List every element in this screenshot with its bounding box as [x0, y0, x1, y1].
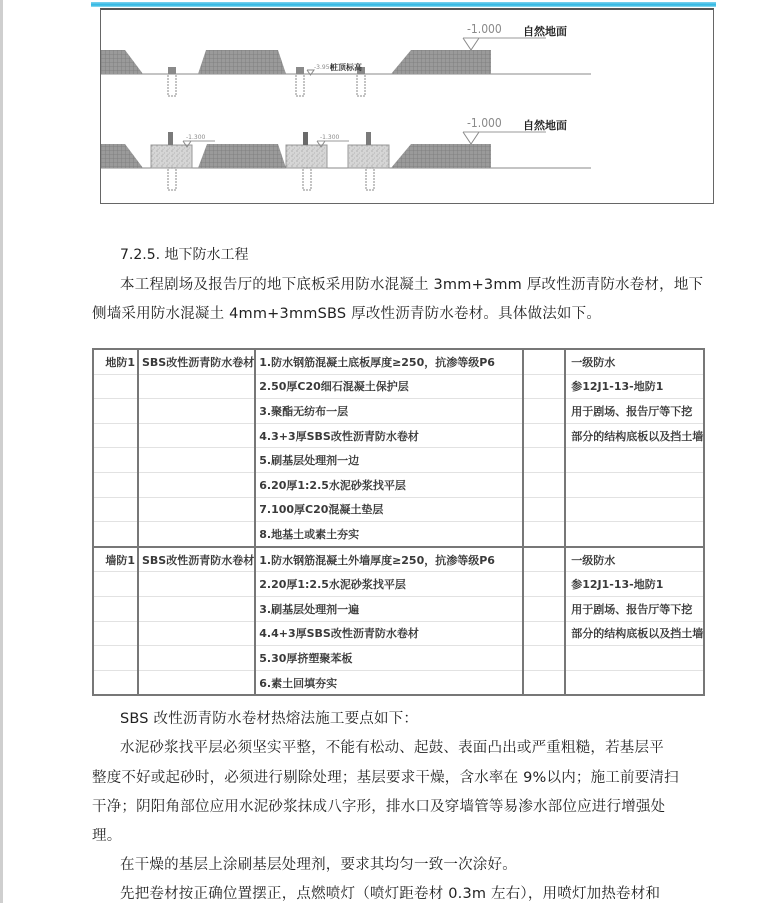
body-paragraph-1: SBS 改性沥青防水卷材热熔法施工要点如下： [120, 711, 419, 727]
bottom-section [101, 132, 591, 190]
layer-cell: 5.刷基层处理剂一边 [255, 448, 523, 473]
notes-cell [565, 497, 704, 522]
system-code-cell [93, 596, 138, 621]
notes-cell [565, 522, 704, 547]
body-paragraph-2-line-4: 理。 [92, 828, 122, 844]
empty-cell [523, 522, 565, 547]
table-row [93, 572, 704, 597]
ground-elevation-bottom: -1.000 [467, 116, 502, 130]
material-cell [138, 522, 255, 547]
soil-slope-right [391, 144, 491, 168]
ground-label-bottom: 自然地面 [523, 119, 567, 132]
material-cell [138, 572, 255, 597]
material-cell [138, 596, 255, 621]
body-paragraph-2-line-3: 干净；阴阳角部位应用水泥砂浆抹成八字形，排水口及穿墙管等易渗水部位应进行增强处 [92, 799, 666, 815]
system-code-cell [93, 399, 138, 424]
soil-berm-center [198, 144, 286, 168]
layer-cell: 3.刷基层处理剂一遍 [255, 596, 523, 621]
empty-cell [523, 497, 565, 522]
system-code-cell [93, 472, 138, 497]
notes-cell: 用于剧场、报告厅等下挖 [565, 399, 704, 424]
pile-cap-1 [151, 145, 192, 168]
pile-cap-elevation-2: -1.300 [320, 134, 340, 141]
system-code-cell [93, 374, 138, 399]
system-code-cell: 地防1 [93, 349, 138, 374]
table-row [93, 349, 704, 374]
intro-paragraph-line-1: 本工程剧场及报告厅的地下底板采用防水混凝土 3mm+3mm 厚改性沥青防水卷材，地下 [120, 277, 704, 293]
empty-cell [523, 423, 565, 448]
empty-cell [523, 670, 565, 695]
page-header-bar [91, 2, 716, 7]
material-cell [138, 448, 255, 473]
pile-cap-elevation-1: -1.300 [186, 134, 206, 141]
notes-cell: 用于剧场、报告厅等下挖 [565, 596, 704, 621]
ground-elevation-marker [463, 38, 479, 50]
pile-1 [168, 67, 176, 96]
system-code-cell [93, 448, 138, 473]
ground-elevation-marker [463, 132, 479, 144]
empty-cell [523, 349, 565, 374]
material-cell [138, 646, 255, 671]
soil-slope-right [391, 50, 491, 74]
empty-cell [523, 621, 565, 646]
system-code-cell: 墙防1 [93, 547, 138, 572]
ground-label-top: 自然地面 [523, 25, 567, 38]
pile-head-3 [366, 132, 371, 145]
notes-cell: 部分的结构底板以及挡土墙 [565, 621, 704, 646]
table-row [93, 621, 704, 646]
foundation-excavation-drawing [100, 8, 714, 204]
body-paragraph-3: 在干燥的基层上涂刷基层处理剂，要求其均匀一致一次涂好。 [120, 857, 517, 873]
empty-cell [523, 596, 565, 621]
empty-cell [523, 448, 565, 473]
empty-cell [523, 646, 565, 671]
pile-head-2 [303, 132, 308, 145]
empty-cell [523, 572, 565, 597]
system-code-cell [93, 621, 138, 646]
empty-cell [523, 472, 565, 497]
table-row [93, 423, 704, 448]
table-row [93, 448, 704, 473]
layer-cell: 2.50厚C20细石混凝土保护层 [255, 374, 523, 399]
soil-berm-center [198, 50, 286, 74]
layer-cell: 1.防水钢筋混凝土底板厚度≥250，抗渗等级P6 [255, 349, 523, 374]
layer-cell: 6.素土回填夯实 [255, 670, 523, 695]
section-drawing [101, 10, 713, 203]
notes-cell [565, 670, 704, 695]
table-row [93, 399, 704, 424]
notes-cell [565, 448, 704, 473]
layer-cell: 1.防水钢筋混凝土外墙厚度≥250，抗渗等级P6 [255, 547, 523, 572]
layer-cell: 8.地基土或素土夯实 [255, 522, 523, 547]
material-cell [138, 423, 255, 448]
notes-cell: 部分的结构底板以及挡土墙 [565, 423, 704, 448]
table-row [93, 670, 704, 695]
system-code-cell [93, 646, 138, 671]
body-paragraph-2-line-2: 整度不好或起砂时，必须进行剔除处理；基层要求干燥，含水率在 9%以内；施工前要清扫 [92, 770, 679, 786]
empty-cell [523, 399, 565, 424]
pile-head-1 [168, 132, 173, 145]
soil-slope-left [101, 144, 143, 168]
material-cell [138, 472, 255, 497]
table-row [93, 374, 704, 399]
empty-cell [523, 547, 565, 572]
table-row [93, 646, 704, 671]
notes-cell: 一级防水 [565, 547, 704, 572]
table-row [93, 547, 704, 572]
body-paragraph-4: 先把卷材按正确位置摆正，点燃喷灯（喷灯距卷材 0.3m 左右），用喷灯加热卷材和 [120, 886, 661, 902]
notes-cell [565, 472, 704, 497]
waterproofing-spec-table [92, 348, 705, 696]
layer-cell: 7.100厚C20混凝土垫层 [255, 497, 523, 522]
table-row [93, 472, 704, 497]
pile-top-elevation: -3.950 [314, 64, 334, 71]
system-code-cell [93, 522, 138, 547]
material-cell: SBS改性沥青防水卷材 [138, 349, 255, 374]
notes-cell: 参12J1-13-地防1 [565, 572, 704, 597]
body-paragraph-2-line-1: 水泥砂浆找平层必须坚实平整，不能有松动、起鼓、表面凸出或严重粗糙，若基层平 [120, 740, 664, 756]
notes-cell: 一级防水 [565, 349, 704, 374]
system-code-cell [93, 670, 138, 695]
layer-cell: 4.3+3厚SBS改性沥青防水卷材 [255, 423, 523, 448]
material-cell [138, 497, 255, 522]
system-code-cell [93, 572, 138, 597]
table-row [93, 596, 704, 621]
material-cell [138, 374, 255, 399]
layer-cell: 2.20厚1:2.5水泥砂浆找平层 [255, 572, 523, 597]
empty-cell [523, 374, 565, 399]
page-left-border [0, 0, 3, 903]
layer-cell: 6.20厚1:2.5水泥砂浆找平层 [255, 472, 523, 497]
material-cell: SBS改性沥青防水卷材 [138, 547, 255, 572]
section-heading: 7.2.5. 地下防水工程 [120, 247, 249, 263]
material-cell [138, 399, 255, 424]
material-cell [138, 670, 255, 695]
layer-cell: 5.30厚挤塑聚苯板 [255, 646, 523, 671]
pile-cap-3 [348, 145, 389, 168]
pile-top-label: 桩顶标高 [330, 63, 362, 72]
table-row [93, 522, 704, 547]
system-code-cell [93, 497, 138, 522]
layer-cell: 3.聚酯无纺布一层 [255, 399, 523, 424]
table-row [93, 497, 704, 522]
pile-cap-2 [286, 145, 327, 168]
notes-cell [565, 646, 704, 671]
material-cell [138, 621, 255, 646]
layer-cell: 4.4+3厚SBS改性沥青防水卷材 [255, 621, 523, 646]
pile-2 [296, 67, 304, 96]
intro-paragraph-line-2: 侧墙采用防水混凝土 4mm+3mmSBS 厚改性沥青防水卷材。具体做法如下。 [92, 306, 602, 322]
soil-slope-left [101, 50, 143, 74]
ground-elevation-top: -1.000 [467, 22, 502, 36]
notes-cell: 参12J1-13-地防1 [565, 374, 704, 399]
system-code-cell [93, 423, 138, 448]
